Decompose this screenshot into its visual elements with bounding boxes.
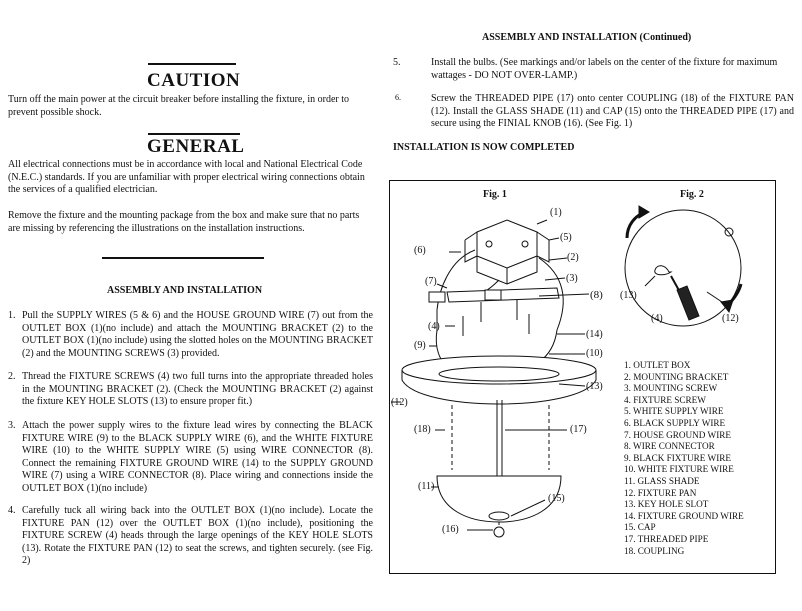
callout: (8) bbox=[590, 289, 603, 301]
callout: (9) bbox=[414, 340, 426, 351]
step-number: 3. bbox=[8, 420, 16, 431]
legend-item: 17. THREADED PIPE bbox=[624, 533, 709, 544]
callout: (7) bbox=[425, 276, 437, 287]
assembly-heading: ASSEMBLY AND INSTALLATION bbox=[107, 285, 263, 296]
legend-item: 13. KEY HOLE SLOT bbox=[624, 499, 709, 510]
legend-item: 14. FIXTURE GROUND WIRE bbox=[624, 510, 744, 521]
parts-legend bbox=[624, 360, 744, 557]
legend-item: 3. MOUNTING SCREW bbox=[624, 383, 718, 394]
step-text: Carefully tuck all wiring back into the OUTLET BOX (1)(no include). Locate the FIXTURE PAN (12) over the OUTLET BOX (1)(no include), positioning the FIXTURE SCREW (4) heads through the large openings of the KEY HOLE SLOTS (13). Rotate the FIXTURE PAN (12) to seat the screws, and tighten securely. (see Fig. 2) bbox=[22, 505, 373, 566]
step-text: Screw the THREADED PIPE (17) onto center COUPLING (18) of the FIXTURE PAN (12). Install the GLASS SHADE (11) and CAP (15) onto the THREADED PIPE (17) and secure using the FINIAL KNOB (16). (See Fig. 1) bbox=[431, 93, 794, 129]
general-title: GENERAL bbox=[147, 136, 245, 157]
callout: (16) bbox=[442, 524, 459, 535]
step-number: 2. bbox=[8, 371, 16, 382]
legend-item: 2. MOUNTING BRACKET bbox=[624, 371, 729, 382]
legend-item: 8. WIRE CONNECTOR bbox=[624, 441, 715, 452]
callout: (4) bbox=[428, 321, 440, 332]
legend-item: 10. WHITE FIXTURE WIRE bbox=[624, 464, 734, 475]
caution-title: CAUTION bbox=[147, 70, 241, 91]
fig2-label: Fig. 2 bbox=[680, 189, 704, 200]
callout: (11) bbox=[418, 481, 435, 492]
step-number: 6. bbox=[395, 93, 401, 102]
legend-item: 6. BLACK SUPPLY WIRE bbox=[624, 417, 726, 428]
legend-item: 1. OUTLET BOX bbox=[624, 360, 691, 370]
general-text-2: Remove the fixture and the mounting package from the box and make sure that no parts are missing by referencing the illustrations on the installation instructions. bbox=[8, 210, 360, 234]
callout: (13) bbox=[586, 381, 603, 392]
callout: (3) bbox=[566, 273, 578, 284]
completed-heading: INSTALLATION IS NOW COMPLETED bbox=[393, 142, 575, 153]
callout: (18) bbox=[414, 424, 431, 435]
callout: (6) bbox=[414, 245, 426, 256]
continued-heading: ASSEMBLY AND INSTALLATION (Continued) bbox=[482, 32, 692, 43]
callout: (4) bbox=[651, 313, 663, 324]
caution-top-rule bbox=[148, 63, 236, 65]
callout: (14) bbox=[586, 329, 603, 340]
step-text: Install the bulbs. (See markings and/or labels on the center of the fixture for maximum wattages - DO NOT OVER-LAMP.) bbox=[431, 57, 778, 81]
legend-item: 9. BLACK FIXTURE WIRE bbox=[624, 452, 732, 463]
step-text: Attach the power supply wires to the fixture lead wires by connecting the BLACK FIXTURE WIRE (9) to the BLACK SUPPLY WIRE (6), and the WHITE FIXTURE WIRE (10) to the WHITE SUPPLY WIRE (5) using WIRE CONNECTOR (8). Connect the remaining FIXTURE GROUND WIRE (14) to the SUPPLY GROUND WIRE (7) using a WIRE CONNECTOR (8). Place wiring and connections inside the OUTLET BOX (1)(no include) bbox=[22, 420, 373, 494]
legend-item: 18. COUPLING bbox=[624, 545, 685, 556]
general-text-1: All electrical connections must be in accordance with local and National Electrical Code (N.E.C.) standards. If you are unfamiliar with proper electrical wiring connections obtain the services of a qualified electrician. bbox=[8, 159, 365, 195]
step-number: 1. bbox=[8, 310, 16, 321]
callout: (12) bbox=[391, 397, 408, 408]
step-text: Thread the FIXTURE SCREWS (4) two full turns into the appropriate threaded holes in the MOUNTING BRACKET (2). (Check the MOUNTING BRACKET (2) against the fixture KEY HOLE SLOTS (13) to ensure proper fit.) bbox=[22, 371, 373, 407]
general-top-rule bbox=[148, 133, 240, 135]
callout: (17) bbox=[570, 424, 587, 435]
caution-text: Turn off the main power at the circuit breaker before installing the fixture, in order to prevent possible shock. bbox=[8, 94, 350, 118]
callout: (10) bbox=[586, 348, 603, 359]
callout: (13) bbox=[620, 290, 637, 301]
callout: (2) bbox=[567, 252, 579, 263]
step-number: 5. bbox=[393, 57, 401, 68]
callout: (15) bbox=[548, 493, 565, 504]
outlet-box-drawing bbox=[465, 220, 549, 284]
step-text: Pull the SUPPLY WIRES (5 & 6) and the HOUSE GROUND WIRE (7) out from the OUTLET BOX (1)(no include) and attach the MOUNTING BRACKET (2) to the OUTLET BOX (1)(no include) using the slotted holes on the MOUNTING BRACKET (2) and the MOUNTING SCREWS (3) provided. bbox=[22, 310, 373, 359]
section-divider bbox=[102, 257, 264, 259]
legend-item: 7. HOUSE GROUND WIRE bbox=[624, 429, 732, 440]
legend-item: 12. FIXTURE PAN bbox=[624, 487, 697, 498]
legend-item: 11. GLASS SHADE bbox=[624, 475, 700, 486]
callout: (1) bbox=[550, 207, 562, 218]
fig1-label: Fig. 1 bbox=[483, 189, 507, 200]
callout: (5) bbox=[560, 232, 572, 243]
step-number: 4. bbox=[8, 505, 16, 516]
legend-item: 4. FIXTURE SCREW bbox=[624, 394, 706, 405]
callout: (12) bbox=[722, 313, 739, 324]
legend-item: 5. WHITE SUPPLY WIRE bbox=[624, 406, 724, 417]
legend-item: 15. CAP bbox=[624, 522, 656, 533]
